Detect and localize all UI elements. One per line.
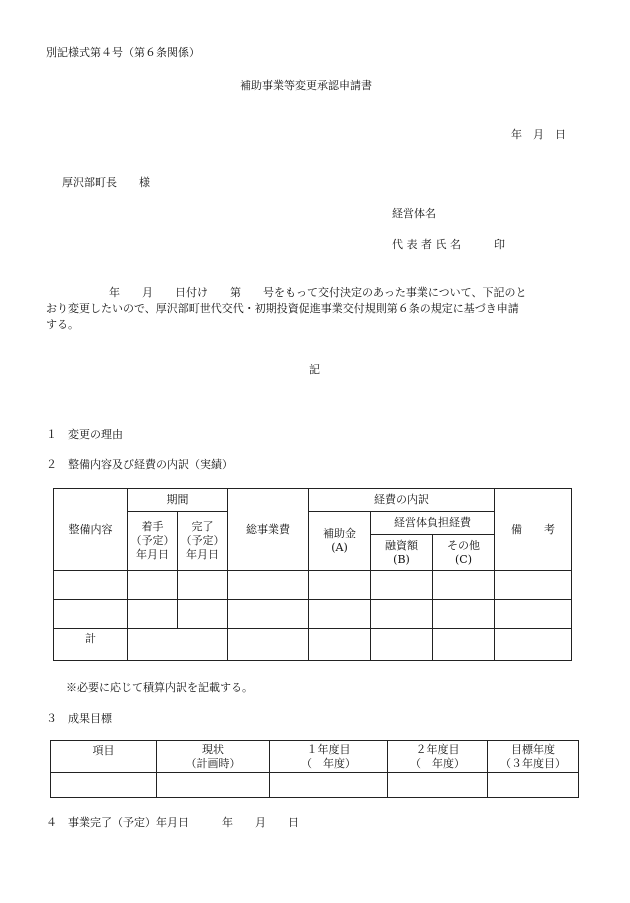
body-line-3: する。 <box>46 318 79 331</box>
table-row <box>54 571 572 600</box>
table-row <box>51 773 579 798</box>
header-remarks: 備 考 <box>495 489 572 571</box>
addressee: 厚沢部町長 様 <box>62 176 150 189</box>
header-end-date: 完了 （予定） 年月日 <box>178 512 228 571</box>
section-3-heading: ３ 成果目標 <box>46 712 112 725</box>
header-period: 期間 <box>128 489 228 512</box>
header-loan: 融資額 (B) <box>371 535 433 571</box>
header-subsidy: 補助金 (A) <box>309 512 371 571</box>
header-content: 整備内容 <box>54 489 128 571</box>
total-row <box>54 629 572 661</box>
date-line: 年 月 日 <box>511 128 566 141</box>
document-title: 補助事業等変更承認申請書 <box>240 79 372 92</box>
header-breakdown: 経費の内訳 <box>309 489 495 512</box>
header-start-date: 着手 （予定） 年月日 <box>128 512 178 571</box>
header-other: その他 (C) <box>433 535 495 571</box>
entity-name-label: 経営体名 <box>392 207 436 220</box>
form-reference: 別記様式第４号（第６条関係） <box>46 46 200 59</box>
total-label: 計 <box>54 629 128 661</box>
header-item: 項目 <box>51 741 157 773</box>
body-line-1: 年 月 日付け 第 号をもって交付決定のあった事業について、下記のと <box>109 286 527 299</box>
outcome-target-table <box>50 740 579 798</box>
section-2-note: ※必要に応じて積算内訳を記載する。 <box>66 681 253 694</box>
table-row <box>54 600 572 629</box>
section-1-heading: １ 変更の理由 <box>46 428 123 441</box>
header-total-cost: 総事業費 <box>228 489 309 571</box>
header-year2: ２年度目 （ 年度） <box>388 741 488 773</box>
header-current: 現状 （計画時） <box>157 741 270 773</box>
section-4-heading: ４ 事業完了（予定）年月日 年 月 日 <box>46 816 299 829</box>
header-burden: 経営体負担経費 <box>371 512 495 535</box>
header-target: 目標年度 （３年度目） <box>488 741 579 773</box>
body-paragraph <box>46 285 586 333</box>
section-2-heading: ２ 整備内容及び経費の内訳（実績） <box>46 458 233 471</box>
representative-label: 代 表 者 氏 名 印 <box>392 238 505 251</box>
body-line-2: おり変更したいので、厚沢部町世代交代・初期投資促進事業交付規則第６条の規定に基づき申請 <box>46 302 519 315</box>
ki-marker: 記 <box>309 363 320 376</box>
expense-breakdown-table <box>53 488 572 661</box>
header-year1: １年度目 （ 年度） <box>270 741 388 773</box>
